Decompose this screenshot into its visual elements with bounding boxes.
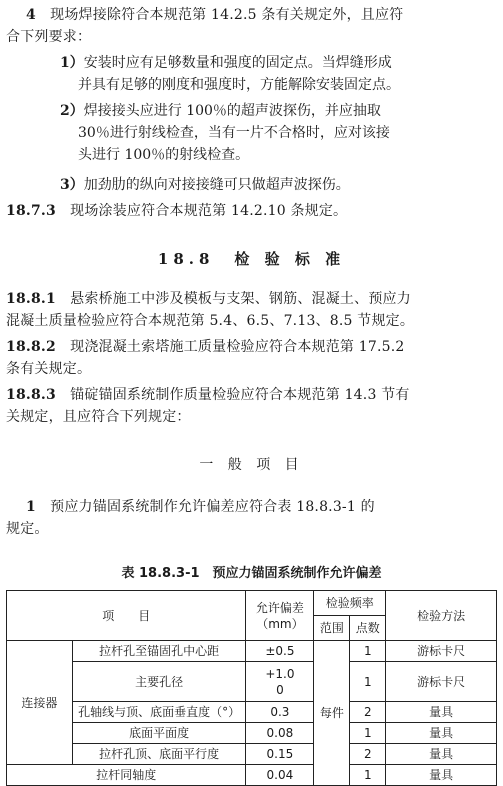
cell-tolerance: ±0.5 <box>246 641 314 662</box>
cell-method: 量具 <box>386 702 497 723</box>
clause-text: 混凝土质量检验应符合本规范第 5.4、6.5、7.13、8.5 节规定。 <box>6 313 415 329</box>
cell-points: 2 <box>350 702 386 723</box>
table-row <box>7 641 497 662</box>
list-item-text: 并具有足够的刚度和强度时，方能解除安装固定点。 <box>78 77 400 93</box>
table-row <box>7 702 497 723</box>
paragraph-number: 1 <box>26 499 36 515</box>
header-tolerance-unit: （mm） <box>256 616 304 631</box>
tolerance-table <box>6 590 497 786</box>
list-item <box>60 52 497 96</box>
clause-text: 现场涂装应符合本规范第 14.2.10 条规定。 <box>70 203 348 219</box>
cell-tolerance: 0.04 <box>246 765 314 786</box>
cell-item: 主要孔径 <box>72 662 246 702</box>
paragraph-text: 预应力锚固系统制作允许偏差应符合表 18.8.3-1 的 <box>50 499 375 515</box>
cell-method: 量具 <box>386 765 497 786</box>
cell-tolerance: 0.3 <box>246 702 314 723</box>
section-title: 18.8 检 验 标 准 <box>157 250 346 268</box>
header-item: 项 目 <box>7 591 246 641</box>
table-header-row <box>7 591 497 616</box>
table-row <box>7 765 497 786</box>
clause-text: 锚碇锚固系统制作质量检验应符合本规范第 14.3 节有 <box>70 387 410 403</box>
clause-number: 18.8.2 <box>6 339 56 355</box>
group-label: 连接器 <box>7 641 73 765</box>
cell-item: 孔轴线与顶、底面垂直度（°） <box>72 702 246 723</box>
paragraph-number: 4 <box>26 7 36 23</box>
cell-points: 1 <box>350 765 386 786</box>
cell-method: 游标卡尺 <box>386 662 497 702</box>
table-title: 表 18.8.3-1 预应力锚固系统制作允许偏差 <box>121 566 382 581</box>
tolerance-upper: +1.0 <box>265 666 295 681</box>
header-tolerance-label: 允许偏差 <box>255 600 304 615</box>
list-item-text: 安装时应有足够数量和强度的固定点。当焊缝形成 <box>83 55 392 71</box>
cell-item: 拉杆孔顶、底面平行度 <box>72 744 246 765</box>
header-method: 检验方法 <box>386 591 497 641</box>
cell-method: 量具 <box>386 744 497 765</box>
cell-item: 拉杆同轴度 <box>7 765 246 786</box>
cell-tolerance: 0.15 <box>246 744 314 765</box>
clause-18-7-3 <box>6 200 497 222</box>
list-item-text: 30％进行射线检查，当有一片不合格时，应对该接 <box>78 125 390 141</box>
list-item-number: 1） <box>60 55 84 71</box>
clause-number: 18.8.1 <box>6 291 56 307</box>
list-item-text: 加劲肋的纵向对接接缝可只做超声波探伤。 <box>83 177 350 193</box>
cell-points: 1 <box>350 723 386 744</box>
table-row <box>7 723 497 744</box>
cell-points: 1 <box>350 641 386 662</box>
table-row <box>7 662 497 702</box>
cell-tolerance <box>246 662 314 702</box>
cell-tolerance: 0.08 <box>246 723 314 744</box>
paragraph-1 <box>6 496 497 540</box>
clause-number: 18.7.3 <box>6 203 56 219</box>
paragraph-text: 现场焊接除符合本规范第 14.2.5 条有关规定外，且应符 <box>50 7 404 23</box>
clause-18-8-2 <box>6 336 497 380</box>
list-item-text: 焊接接头应进行 100％的超声波探伤，并应抽取 <box>83 103 381 119</box>
clause-text: 条有关规定。 <box>6 361 92 377</box>
cell-method: 量具 <box>386 723 497 744</box>
header-points: 点数 <box>350 616 386 641</box>
header-tolerance <box>246 591 314 641</box>
clause-text: 悬索桥施工中涉及模板与支架、钢筋、混凝土、预应力 <box>70 291 411 307</box>
list-item <box>60 100 497 166</box>
clause-18-8-3 <box>6 384 497 428</box>
header-scope: 范围 <box>314 616 350 641</box>
clause-number: 18.8.3 <box>6 387 56 403</box>
list-item-text: 头进行 100％的射线检查。 <box>78 147 250 163</box>
header-frequency: 检验频率 <box>314 591 386 616</box>
cell-points: 2 <box>350 744 386 765</box>
cell-points: 1 <box>350 662 386 702</box>
list-item <box>60 174 497 196</box>
clause-text: 现浇混凝土索塔施工质量检验应符合本规范第 17.5.2 <box>70 339 405 355</box>
cell-item: 拉杆孔至锚固孔中心距 <box>72 641 246 662</box>
cell-scope: 每件 <box>314 641 350 786</box>
table-row <box>7 744 497 765</box>
paragraph-4 <box>6 4 497 48</box>
clause-text: 关规定，且应符合下列规定： <box>6 409 191 425</box>
tolerance-lower: 0 <box>276 682 284 697</box>
list-item-number: 3） <box>60 177 84 193</box>
clause-18-8-1 <box>6 288 497 332</box>
general-items-heading: 一 般 项 目 <box>199 457 304 473</box>
cell-item: 底面平面度 <box>72 723 246 744</box>
cell-method: 游标卡尺 <box>386 641 497 662</box>
paragraph-text: 合下列要求： <box>6 29 92 45</box>
paragraph-text: 规定。 <box>6 521 49 537</box>
list-item-number: 2） <box>60 103 84 119</box>
